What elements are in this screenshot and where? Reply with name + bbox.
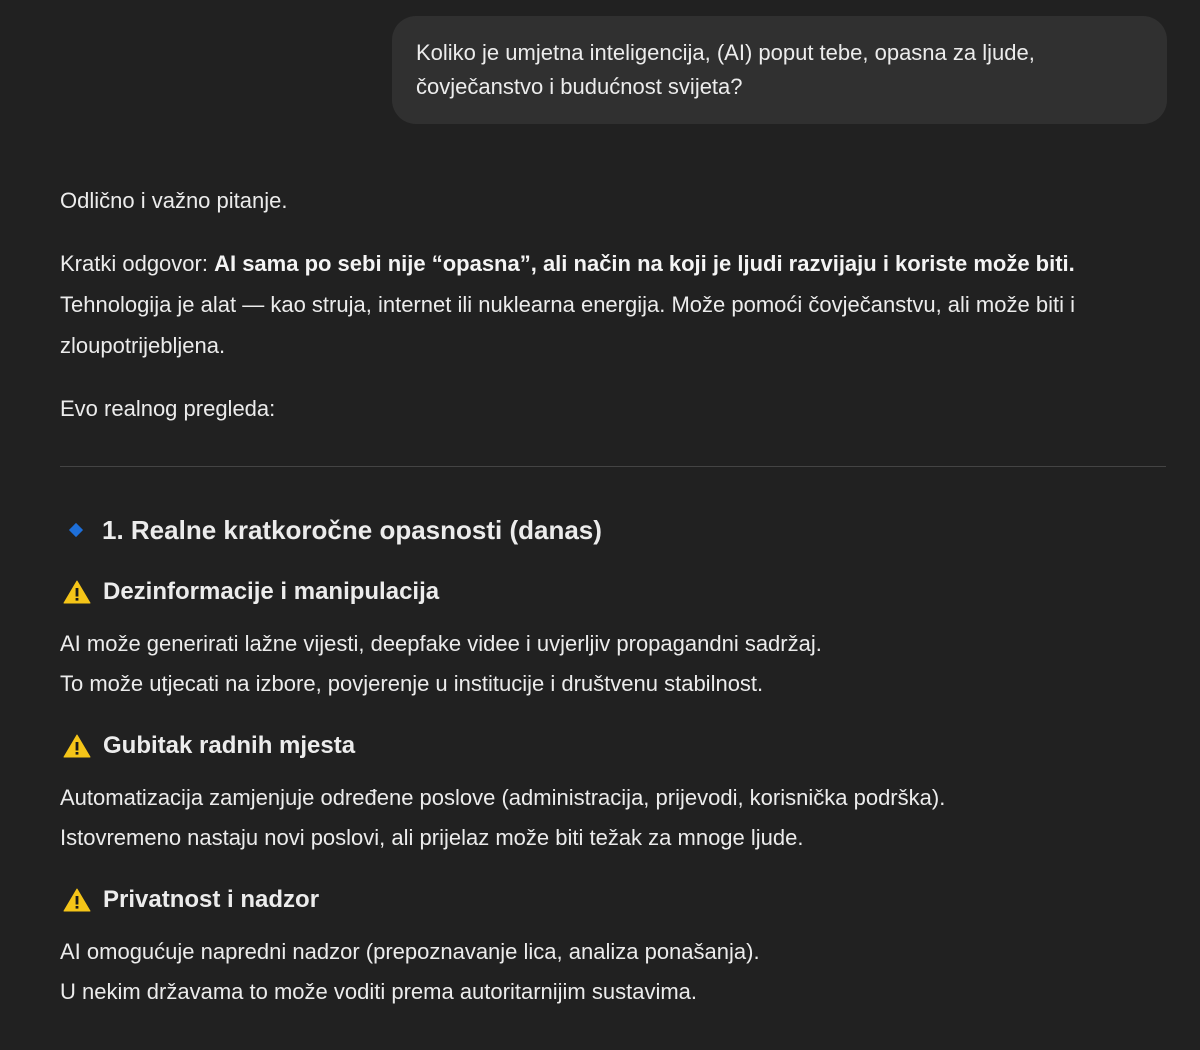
subsection-body <box>60 932 1166 1012</box>
subsection-body <box>60 624 1166 704</box>
subsection-line: U nekim državama to može voditi prema autoritarnijim sustavima. <box>60 979 698 1004</box>
blue-diamond-icon <box>68 522 84 538</box>
warning-icon <box>63 733 91 759</box>
section-divider <box>60 466 1166 467</box>
subsection-heading <box>60 726 1166 766</box>
subsection-heading-text: Gubitak radnih mjesta <box>103 732 356 759</box>
warning-icon <box>63 579 91 605</box>
subsection-line: To može utjecati na izbore, povjerenje u institucije i društvenu stabilnost. <box>60 671 764 696</box>
subsection-heading <box>60 572 1166 612</box>
short-answer-rest: Tehnologija je alat — kao struja, internet ili nuklearna energija. Može pomoći čovječanstvu, ali može biti i zloupotrijebljena. <box>60 292 1075 358</box>
user-message-row <box>392 16 1167 124</box>
subsection-line: AI omogućuje napredni nadzor (prepoznavanje lica, analiza ponašanja). <box>60 939 760 964</box>
section-heading <box>60 510 1166 550</box>
user-message-bubble[interactable] <box>392 16 1167 124</box>
subsection-line: Istovremeno nastaju novi poslovi, ali prijelaz može biti težak za mnoge ljude. <box>60 825 804 850</box>
short-answer-label: Kratki odgovor: <box>60 251 215 276</box>
subsection-heading <box>60 880 1166 920</box>
short-answer-bold: AI sama po sebi nije “opasna”, ali način na koji je ljudi razvijaju i koriste može biti. <box>214 251 1075 276</box>
intro-paragraph: Odlično i važno pitanje. <box>60 188 288 213</box>
section-heading-text: 1. Realne kratkoročne opasnosti (danas) <box>102 515 602 545</box>
warning-icon <box>63 887 91 913</box>
subsection-line: AI može generirati lažne vijesti, deepfake videe i uvjerljiv propagandni sadržaj. <box>60 631 822 656</box>
overview-paragraph: Evo realnog pregleda: <box>60 396 276 421</box>
subsection-heading-text: Dezinformacije i manipulacija <box>103 578 440 605</box>
user-message-text[interactable]: Koliko je umjetna inteligencija, (AI) poput tebe, opasna za ljude, čovječanstvo i budućnost svijeta? <box>416 40 1035 99</box>
subsection-line: Automatizacija zamjenjuje određene poslove (administracija, prijevodi, korisnička podrška). <box>60 785 946 810</box>
short-answer-paragraph <box>60 243 1166 366</box>
assistant-message <box>60 180 1166 1012</box>
subsection-body <box>60 778 1166 858</box>
subsection-heading-text: Privatnost i nadzor <box>103 886 320 913</box>
